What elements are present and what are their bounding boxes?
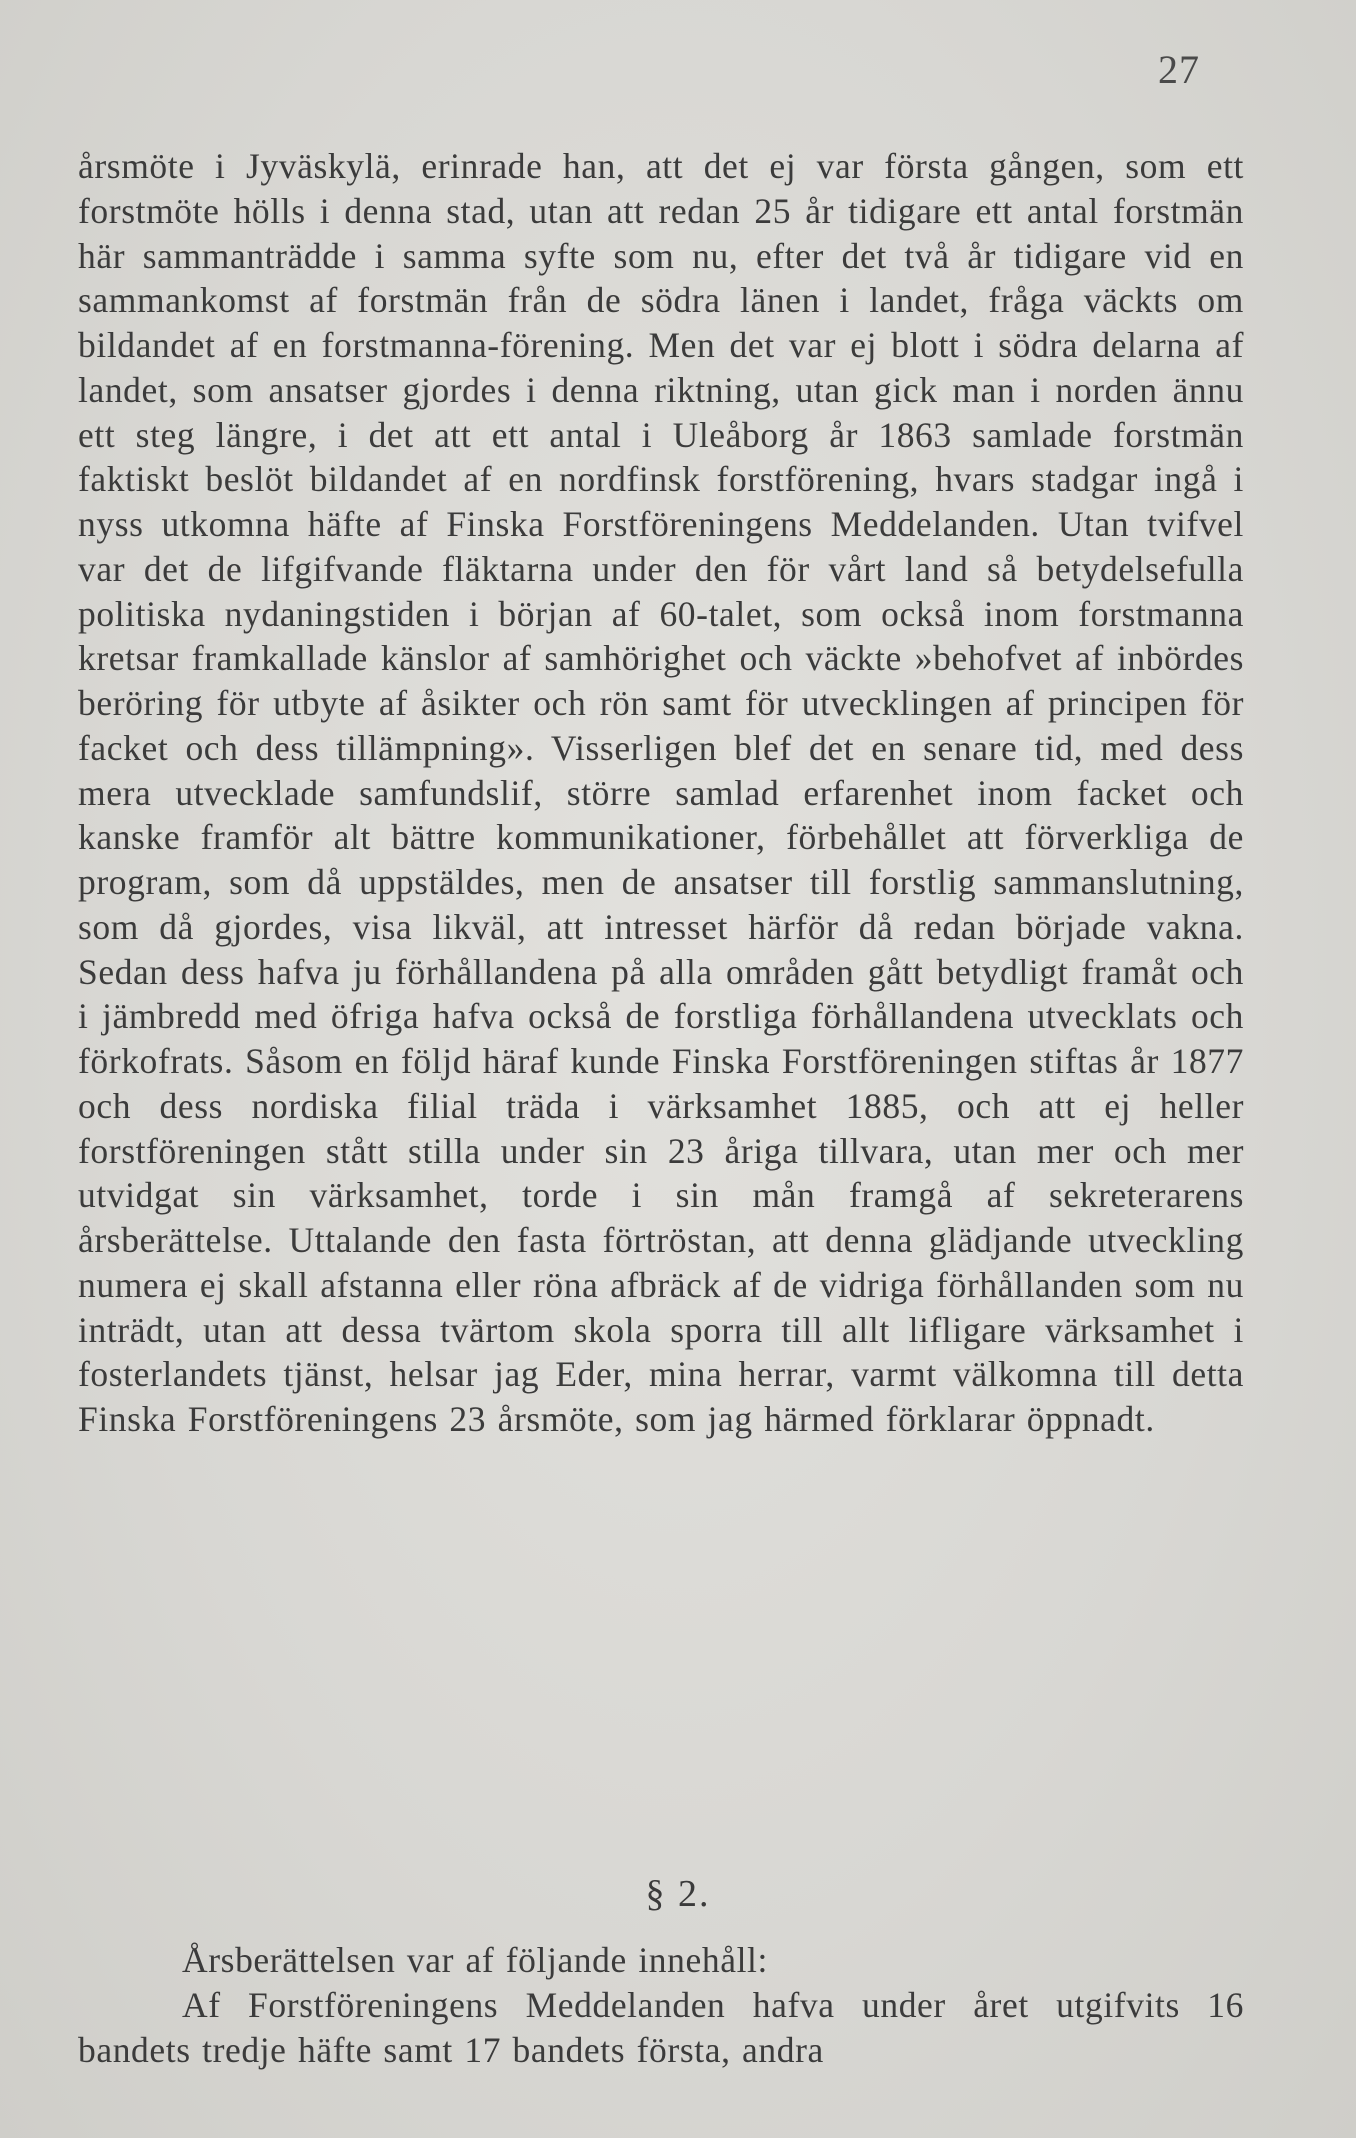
page-number: 27	[1158, 47, 1200, 92]
section-intro: Årsberättelsen var af följande innehåll:	[182, 1940, 768, 1980]
section-heading: § 2.	[645, 1873, 711, 1915]
section-content	[78, 1938, 1244, 2072]
body-paragraph: årsmöte i Jyväskylä, erinrade han, att det ej var första gången, som ett forstmöte hölls i denna stad, utan att redan 25 år tidigare ett antal forstmän här sammanträdde i samma syfte som nu, efter det två år tidigare vid en sammankomst af forstmän från de södra länen i landet, fråga väckts om bildandet af en forstmanna-förening. Men det var ej blott i södra delarna af landet, som ansatser gjordes i denna riktning, utan gick man i norden ännu ett steg längre, i det att ett antal i Uleåborg år 1863 samlade forstmän faktiskt beslöt bildandet af en nordfinsk forstförening, hvars stadgar ingå i nyss utkomna häfte af Finska Forstföreningens Meddelanden. Utan tvifvel var det de lifgifvande fläktarna under den för vårt land så betydelsefulla politiska nydaningstiden i början af 60-talet, som också inom forstmanna kretsar framkallade känslor af samhörighet och väckte »behofvet af inbördes beröring för utbyte af åsikter och rön samt för utvecklingen af principen för facket och dess tillämpning». Visserligen blef det en senare tid, med dess mera utvecklade samfundslif, större samlad erfarenhet inom facket och kanske framför alt bättre kommunikationer, förbehållet att förverkliga de program, som då uppstäldes, men de ansatser till forstlig sammanslutning, som då gjordes, visa likväl, att intresset härför då redan började vakna. Sedan dess hafva ju förhållandena på alla områden gått betydligt framåt och i jämbredd med öfriga hafva också de forstliga förhållandena utvecklats och förkofrats. Såsom en följd häraf kunde Finska Forstföreningen stiftas år 1877 och dess nordiska filial träda i värksamhet 1885, och att ej heller forstföreningen stått stilla under sin 23 åriga tillvara, utan mer och mer utvidgat sin värksamhet, torde i sin mån framgå af sekreterarens årsberättelse. Uttalande den fasta förtröstan, att denna glädjande utveckling numera ej skall afstanna eller röna afbräck af de vidriga förhållanden som nu inträdt, utan att dessa tvärtom skola sporra till allt lifligare värksamhet i fosterlandets tjänst, helsar jag Eder, mina herrar, varmt välkomna till detta Finska Forstföreningens 23 årsmöte, som jag härmed förklarar öppnadt.	[78, 146, 1244, 1439]
section-paragraph: Af Forstföreningens Meddelanden hafva under året utgifvits 16 bandets tredje häfte samt 17 bandets första, andra	[78, 1984, 1244, 2070]
